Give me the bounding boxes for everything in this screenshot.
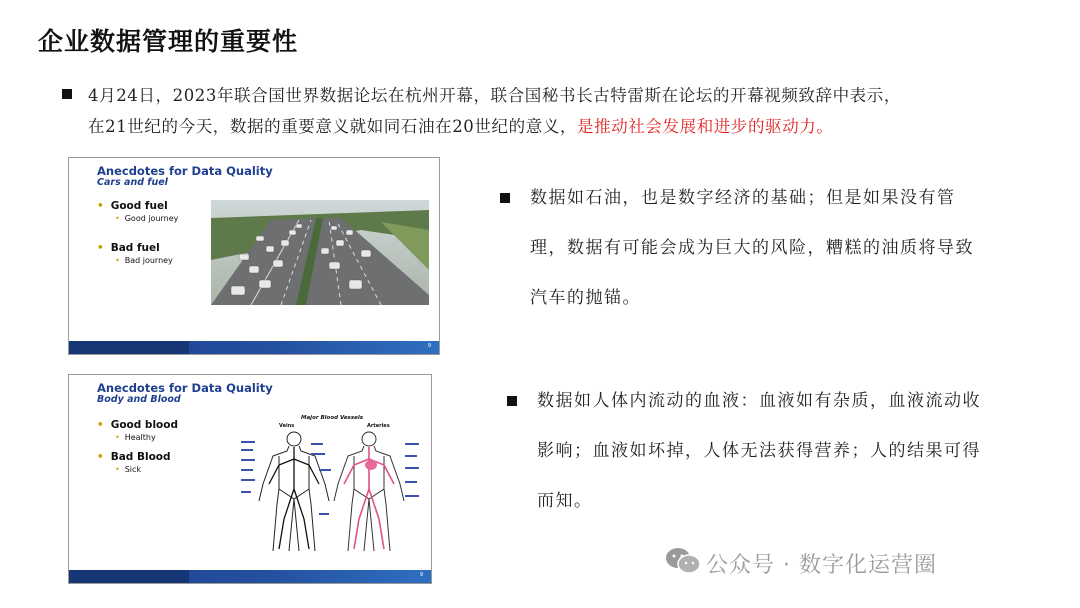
paragraph-oil-line-3: 汽车的抛锚。 bbox=[530, 288, 641, 308]
blood-vessels-diagram bbox=[239, 429, 424, 554]
intro-line-1: 4月24日，2023年联合国世界数据论坛在杭州开幕，联合国秘书长古特雷斯在论坛的开幕视频致辞中表示， bbox=[88, 86, 901, 105]
bullet-marker bbox=[500, 193, 510, 203]
slide-subitem-healthy: • Healthy bbox=[115, 433, 156, 442]
slide-footer-bar bbox=[69, 341, 439, 354]
figure-label-arteries: Arteries bbox=[367, 423, 390, 429]
paragraph-oil-line-1: 数据如石油，也是数字经济的基础；但是如果没有管 bbox=[530, 188, 956, 208]
slide-subtitle: Body and Blood bbox=[97, 394, 181, 405]
slide-page-number: 9 bbox=[427, 343, 431, 349]
slide-title: Anecdotes for Data Quality bbox=[97, 381, 273, 395]
slide-thumbnail-cars bbox=[68, 157, 440, 355]
paragraph-blood-line-3: 而知。 bbox=[537, 491, 593, 511]
intro-line-2 bbox=[88, 111, 1048, 142]
slide-item-good-fuel: • Good fuel bbox=[97, 200, 168, 212]
intro-line-2-plain: 在21世纪的今天，数据的重要意义就如同石油在20世纪的意义， bbox=[88, 117, 577, 136]
page-title: 企业数据管理的重要性 bbox=[38, 27, 299, 56]
slide-subtitle: Cars and fuel bbox=[97, 177, 168, 188]
paragraph-blood-line-2: 影响；血液如坏掉，人体无法获得营养；人的结果可得 bbox=[537, 441, 981, 461]
slide-page-number: 9 bbox=[419, 572, 423, 578]
wechat-icon bbox=[664, 546, 702, 576]
bullet-marker bbox=[62, 89, 72, 99]
paragraph-blood-line-1: 数据如人体内流动的血液：血液如有杂质，血液流动收 bbox=[537, 391, 981, 411]
slide-item-bad-blood: • Bad Blood bbox=[97, 451, 171, 463]
slide-item-bad-fuel: • Bad fuel bbox=[97, 242, 160, 254]
intro-paragraph bbox=[88, 80, 1048, 142]
bullet-marker bbox=[507, 396, 517, 406]
slide-title: Anecdotes for Data Quality bbox=[97, 164, 273, 178]
slide-subitem-bad-journey: • Bad journey bbox=[115, 256, 173, 265]
watermark-text: 公众号 · 数字化运营圈 bbox=[706, 553, 937, 578]
slide-thumbnail-blood bbox=[68, 374, 432, 584]
paragraph-oil bbox=[530, 173, 1050, 323]
slide-subitem-good-journey: • Good journey bbox=[115, 214, 178, 223]
highway-photo bbox=[211, 200, 429, 305]
slide-footer-bar bbox=[69, 570, 431, 583]
figure-label-veins: Veins bbox=[279, 423, 295, 429]
figure-title: Major Blood Vessels bbox=[301, 415, 363, 421]
paragraph-blood bbox=[537, 376, 1057, 526]
slide-subitem-sick: • Sick bbox=[115, 465, 141, 474]
slide-item-good-blood: • Good blood bbox=[97, 419, 178, 431]
intro-highlight: 是推动社会发展和进步的驱动力。 bbox=[577, 117, 834, 136]
watermark bbox=[706, 548, 937, 579]
paragraph-oil-line-2: 理，数据有可能会成为巨大的风险，糟糕的油质将导致 bbox=[530, 238, 974, 258]
